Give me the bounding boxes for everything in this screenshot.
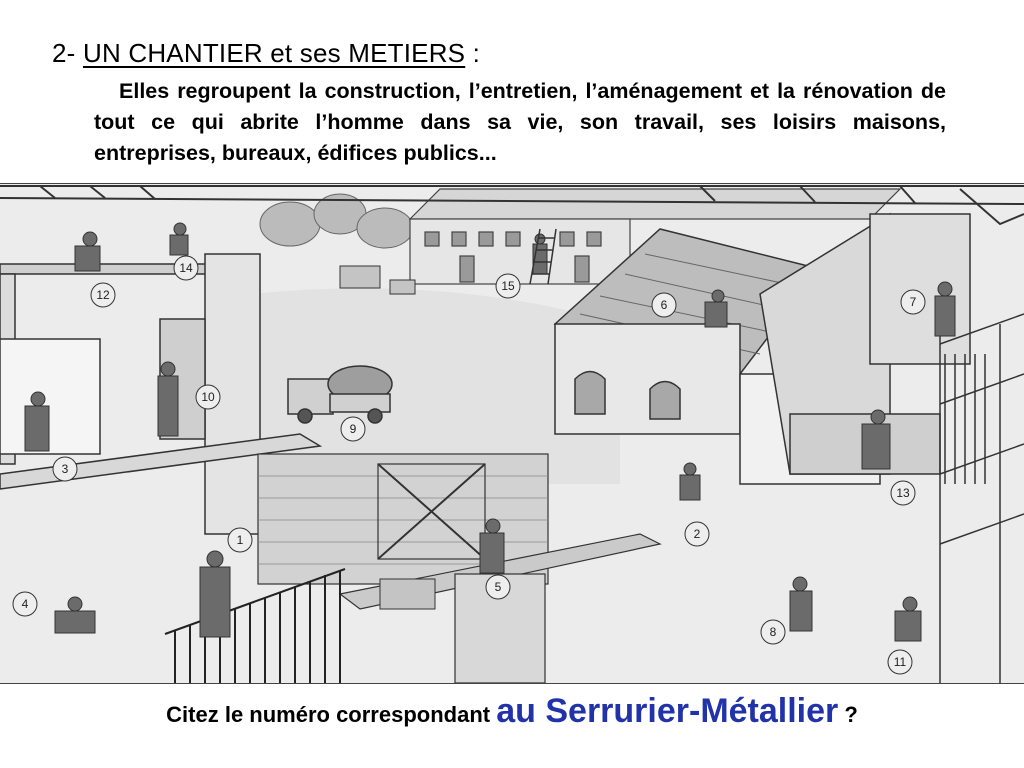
marker-15-label: 15 [501,279,515,293]
title-prefix: 2- [52,38,76,68]
marker-5-label: 5 [494,580,502,594]
marker-10-label: 10 [201,390,215,404]
marker-13 [891,481,915,505]
marker-8-label: 8 [769,625,777,639]
marker-6-label: 6 [660,298,668,312]
marker-3-label: 3 [61,462,69,476]
question-before: Citez le numéro correspondant [166,702,491,727]
marker-7-label: 7 [909,295,917,309]
slide-title [52,38,480,69]
marker-12-label: 12 [96,288,110,302]
marker-13-label: 13 [896,486,910,500]
marker-14 [174,256,198,280]
marker-5 [486,575,510,599]
marker-2 [685,522,709,546]
marker-8 [761,620,785,644]
marker-6 [652,293,676,317]
construction-site-drawing [0,184,1024,683]
intro-paragraph: Elles regroupent la construction, l’entretien, l’aménagement et la rénovation de tout ce qui abrite l’homme dans sa vie, son travail, ses loisirs maisons, entreprises, bureaux, édifices publics... [94,79,946,165]
marker-1-label: 1 [236,533,244,547]
marker-14-label: 14 [179,261,193,275]
question-highlight: au Serrurier-Métallier [496,692,839,730]
marker-11 [888,650,912,674]
question-text [0,692,1024,731]
marker-9-label: 9 [349,422,357,436]
marker-15 [496,274,520,298]
marker-2-label: 2 [693,527,701,541]
title-suffix: : [472,38,481,68]
marker-7 [901,290,925,314]
marker-4-label: 4 [21,597,29,611]
construction-site-illustration [0,183,1024,684]
marker-1 [228,528,252,552]
marker-12 [91,283,115,307]
question-after: ? [844,702,858,727]
marker-9 [341,417,365,441]
marker-10 [196,385,220,409]
marker-11-label: 11 [893,655,907,669]
marker-3 [53,457,77,481]
title-text: UN CHANTIER et ses METIERS [82,38,466,68]
marker-4 [13,592,37,616]
